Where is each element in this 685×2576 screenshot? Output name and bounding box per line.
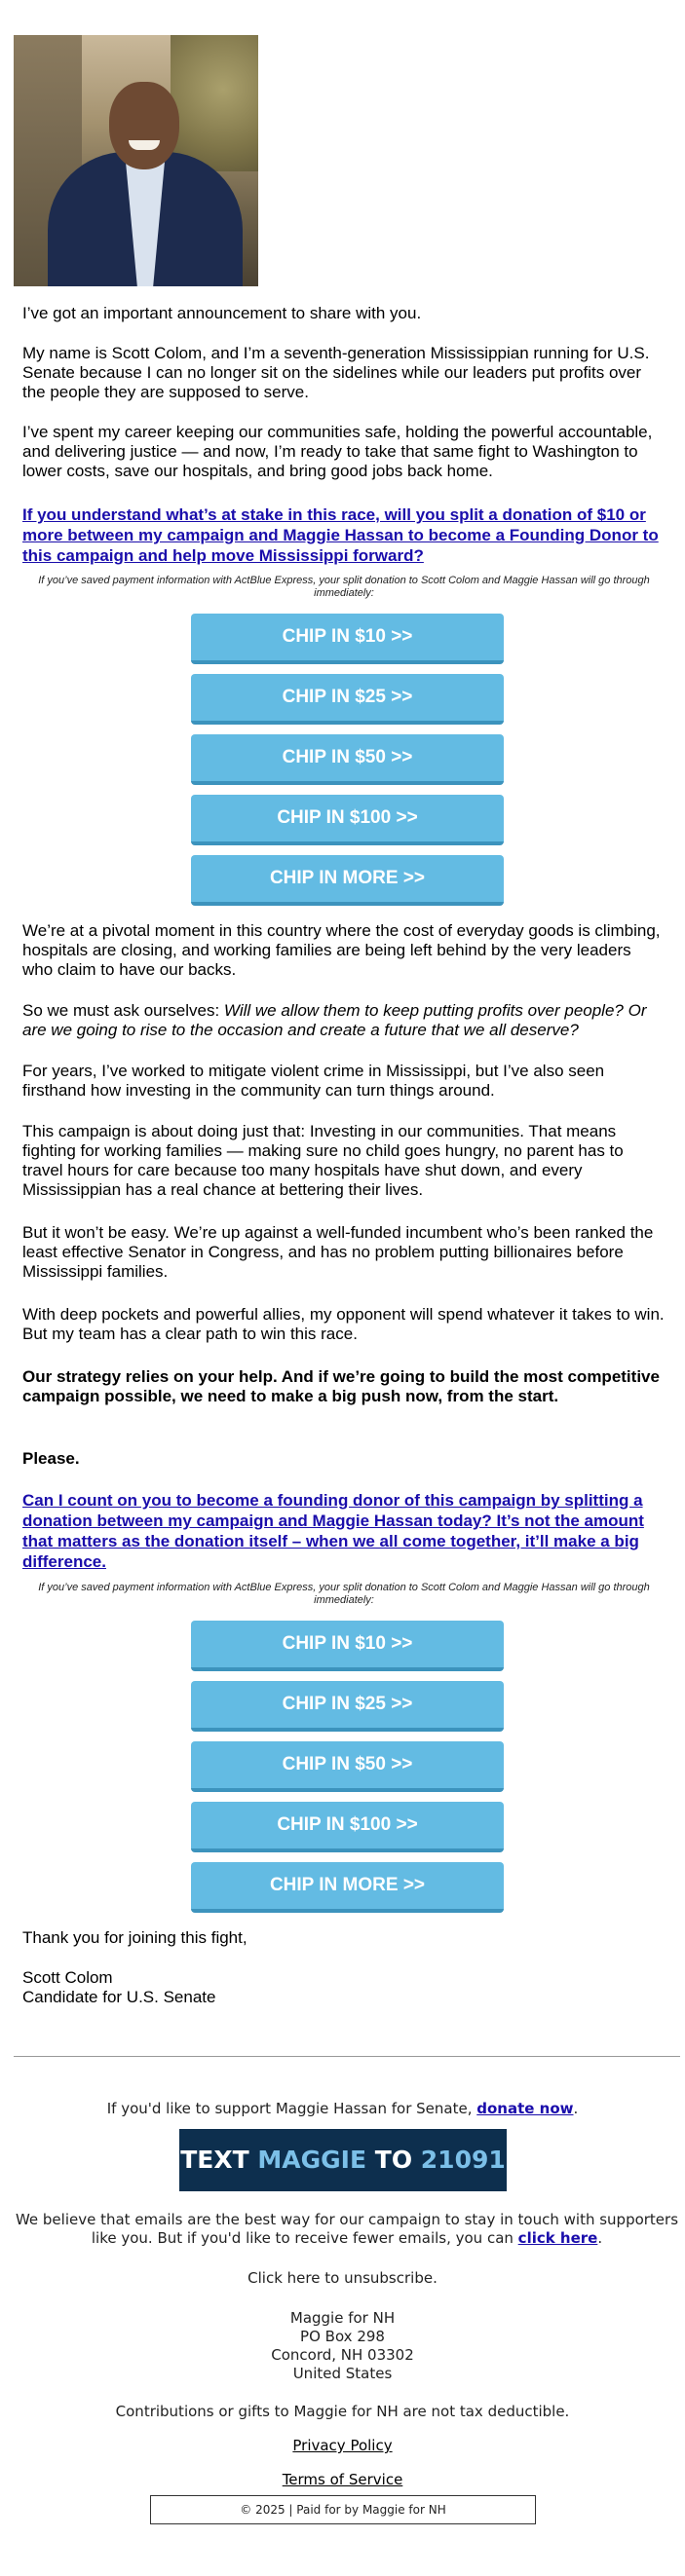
- chip-in-more-button-2[interactable]: CHIP IN MORE >>: [191, 1862, 504, 1913]
- body-paragraph-7: This campaign is about doing just that: Investing in our communities. That means fighting for working families — making sure no child goes hungry, no parent has to travel hours for care because too many hospitals have shut down, and every Mississippian has a real chance at bettering their lives.: [22, 1122, 624, 1199]
- chip-in-25-button-2[interactable]: CHIP IN $25 >>: [191, 1681, 504, 1732]
- address-line-3: Concord, NH 03302: [271, 2346, 414, 2364]
- body-paragraph-8: But it won’t be easy. We’re up against a well-funded incumbent who’s been ranked the least effective Senator in Congress, and has no problem putting billionaires before Mississippi families.: [22, 1223, 654, 1281]
- signature-name: Scott Colom: [22, 1968, 113, 1987]
- chip-in-100-button-2[interactable]: CHIP IN $100 >>: [191, 1802, 504, 1852]
- banner-text-1: TEXT: [180, 2146, 258, 2174]
- chip-in-50-button-2[interactable]: CHIP IN $50 >>: [191, 1741, 504, 1792]
- banner-keyword: MAGGIE: [257, 2146, 367, 2174]
- unsubscribe-link[interactable]: Click here to unsubscribe.: [247, 2269, 438, 2287]
- express-note-1: If you’ve saved payment information with ActBlue Express, your split donation to Scott Colom and Maggie Hassan will go through immediately:: [38, 575, 650, 599]
- donate-now-link[interactable]: donate now: [476, 2100, 574, 2117]
- express-note-2: If you’ve saved payment information with ActBlue Express, your split donation to Scott Colom and Maggie Hassan will go through immediately:: [38, 1582, 650, 1606]
- banner-text-2: TO: [366, 2146, 421, 2174]
- address-line-2: PO Box 298: [300, 2328, 385, 2345]
- privacy-line: [0, 2437, 685, 2455]
- photo-head: [109, 82, 179, 169]
- photo-background-trees: [171, 35, 258, 171]
- terms-of-service-link[interactable]: Terms of Service: [282, 2471, 403, 2488]
- text-maggie-banner[interactable]: [179, 2129, 507, 2191]
- support-end: .: [573, 2100, 579, 2117]
- candidate-photo: [14, 35, 258, 286]
- body-paragraph-4: We’re at a pivotal moment in this country where the cost of everyday goods is climbing, hospitals are closing, and working families are being left behind by the very leaders who claim to have our backs.: [22, 921, 661, 979]
- photo-smile: [129, 140, 160, 150]
- strategy-paragraph: Our strategy relies on your help. And if we’re going to build the most competitive campaign possible, we need to make a big push now, from the start.: [22, 1367, 660, 1405]
- banner-number: 21091: [420, 2146, 506, 2174]
- intro-paragraph-2: My name is Scott Colom, and I’m a seventh-generation Mississippian running for U.S. Senate because I can no longer sit on the sidelines while our leaders put profits over the people they are supposed to serve.: [22, 344, 650, 401]
- chip-in-50-button[interactable]: CHIP IN $50 >>: [191, 734, 504, 785]
- body-paragraph-9: With deep pockets and powerful allies, my opponent will spend whatever it takes to win. But my team has a clear path to win this race.: [22, 1305, 665, 1343]
- address-line-1: Maggie for NH: [289, 2309, 396, 2327]
- fewer-emails-line: [14, 2211, 680, 2248]
- fewer-emails-text: We believe that emails are the best way for our campaign to stay in touch with supporters like you. But if you'd like to receive fewer emails, you can: [15, 2211, 679, 2247]
- chip-in-100-button[interactable]: CHIP IN $100 >>: [191, 795, 504, 845]
- terms-line: [0, 2471, 685, 2489]
- support-text: If you'd like to support Maggie Hassan for Senate,: [106, 2100, 477, 2117]
- donation-ask-link-2[interactable]: Can I count on you to become a founding donor of this campaign by splitting a donation between my campaign and Maggie Hassan today? It’s not the amount that matters as the donation itself – when we all come together, it’ll make a big difference.: [22, 1491, 644, 1571]
- intro-paragraph-3: I’ve spent my career keeping our communities safe, holding the powerful accountable, and delivering justice — and now, I’m ready to take that same fight to Washington to lower costs, save our hospitals, and bring good jobs back home.: [22, 423, 653, 480]
- signature-title: Candidate for U.S. Senate: [22, 1988, 216, 2006]
- paid-for-box: © 2025 | Paid for by Maggie for NH: [150, 2495, 536, 2524]
- chip-in-more-button[interactable]: CHIP IN MORE >>: [191, 855, 504, 906]
- body-paragraph-5-lead: So we must ask ourselves:: [22, 1001, 224, 1020]
- address-line-4: United States: [292, 2365, 393, 2382]
- body-paragraph-5: [22, 1001, 666, 1040]
- footer-divider: [14, 2056, 680, 2057]
- chip-in-10-button[interactable]: CHIP IN $10 >>: [191, 614, 504, 664]
- privacy-policy-link[interactable]: Privacy Policy: [292, 2437, 393, 2454]
- body-paragraph-6: For years, I’ve worked to mitigate violent crime in Mississippi, but I’ve also seen firsthand how investing in the community can turn things around.: [22, 1062, 605, 1100]
- body-paragraph-5-italic: Will we allow them to keep putting profits over people? Or are we going to rise to the occasion and create a future that we all deserve?: [22, 1001, 647, 1039]
- tax-disclaimer: Contributions or gifts to Maggie for NH are not tax deductible.: [115, 2403, 570, 2420]
- chip-in-25-button[interactable]: CHIP IN $25 >>: [191, 674, 504, 725]
- fewer-emails-end: .: [597, 2229, 603, 2247]
- closing-thanks: Thank you for joining this fight,: [22, 1928, 247, 1947]
- donation-ask-link-1[interactable]: If you understand what’s at stake in this race, will you split a donation of $10 or more between my campaign and Maggie Hassan to become a Founding Donor to this campaign and help move Mississippi forward?: [22, 505, 659, 565]
- support-line: [0, 2100, 685, 2118]
- please-paragraph: Please.: [22, 1449, 80, 1468]
- fewer-emails-link[interactable]: click here: [517, 2229, 598, 2247]
- chip-in-10-button-2[interactable]: CHIP IN $10 >>: [191, 1621, 504, 1671]
- intro-paragraph-1: I’ve got an important announcement to share with you.: [22, 304, 422, 322]
